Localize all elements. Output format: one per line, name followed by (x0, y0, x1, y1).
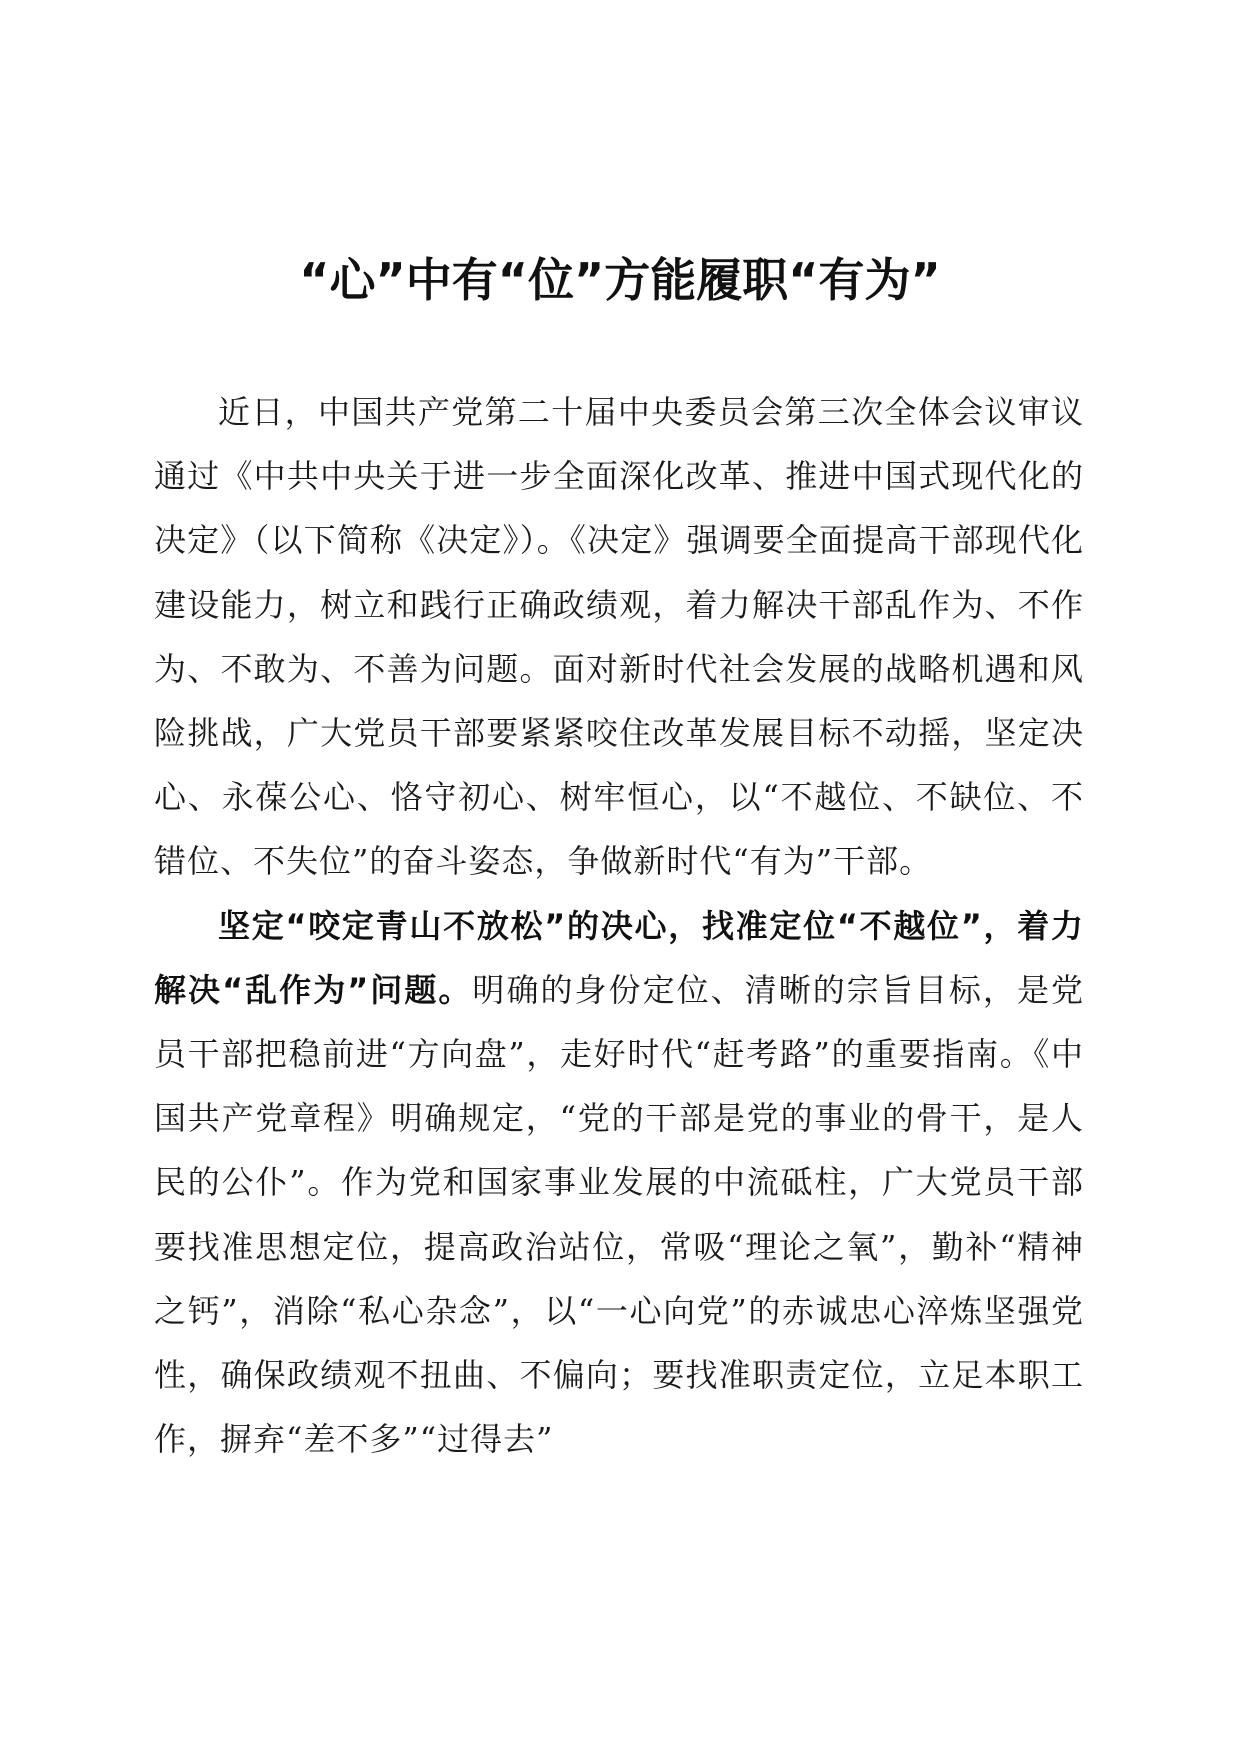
paragraph-text: 明确的身份定位、清晰的宗旨目标，是党员干部把稳前进“方向盘”，走好时代“赶考路”的重要指南。《中国共产党章程》明确规定，“党的干部是党的事业的骨干，是人民的公仆”。作为党和国家事业发展的中流砥柱，广大党员干部要找准思想定位，提高政治站位，常吸“理论之氧”，勤补“精神之钙”，消除“私心杂念”，以“一心向党”的赤诚忠心淬炼坚强党性，确保政绩观不扭曲、不偏向；要找准职责定位，立足本职工作，摒弃“差不多”“过得去” (154, 970, 1084, 1459)
page-title: “心”中有“位”方能履职“有为” (299, 253, 941, 307)
paragraph-section-1 (154, 894, 1084, 1472)
paragraph-intro (154, 380, 1084, 894)
paragraph-text: 近日，中国共产党第二十届中央委员会第三次全体会议审议通过《中共中央关于进一步全面深化改革、推进中国式现代化的决定》（以下简称《决定》）。《决定》强调要全面提高干部现代化建设能力，树立和践行正确政绩观，着力解决干部乱作为、不作为、不敢为、不善为问题。面对新时代社会发展的战略机遇和风险挑战，广大党员干部要紧紧咬住改革发展目标不动摇，坚定决心、永葆公心、恪守初心、树牢恒心，以“不越位、不缺位、不错位、不失位”的奋斗姿态，争做新时代“有为”干部。 (154, 393, 1084, 881)
section-heading: 坚定“咬定青山不放松”的决心，找准定位“不越位”，着力解决“乱作为”问题。 (154, 906, 1084, 1009)
article-body (154, 380, 1084, 1471)
